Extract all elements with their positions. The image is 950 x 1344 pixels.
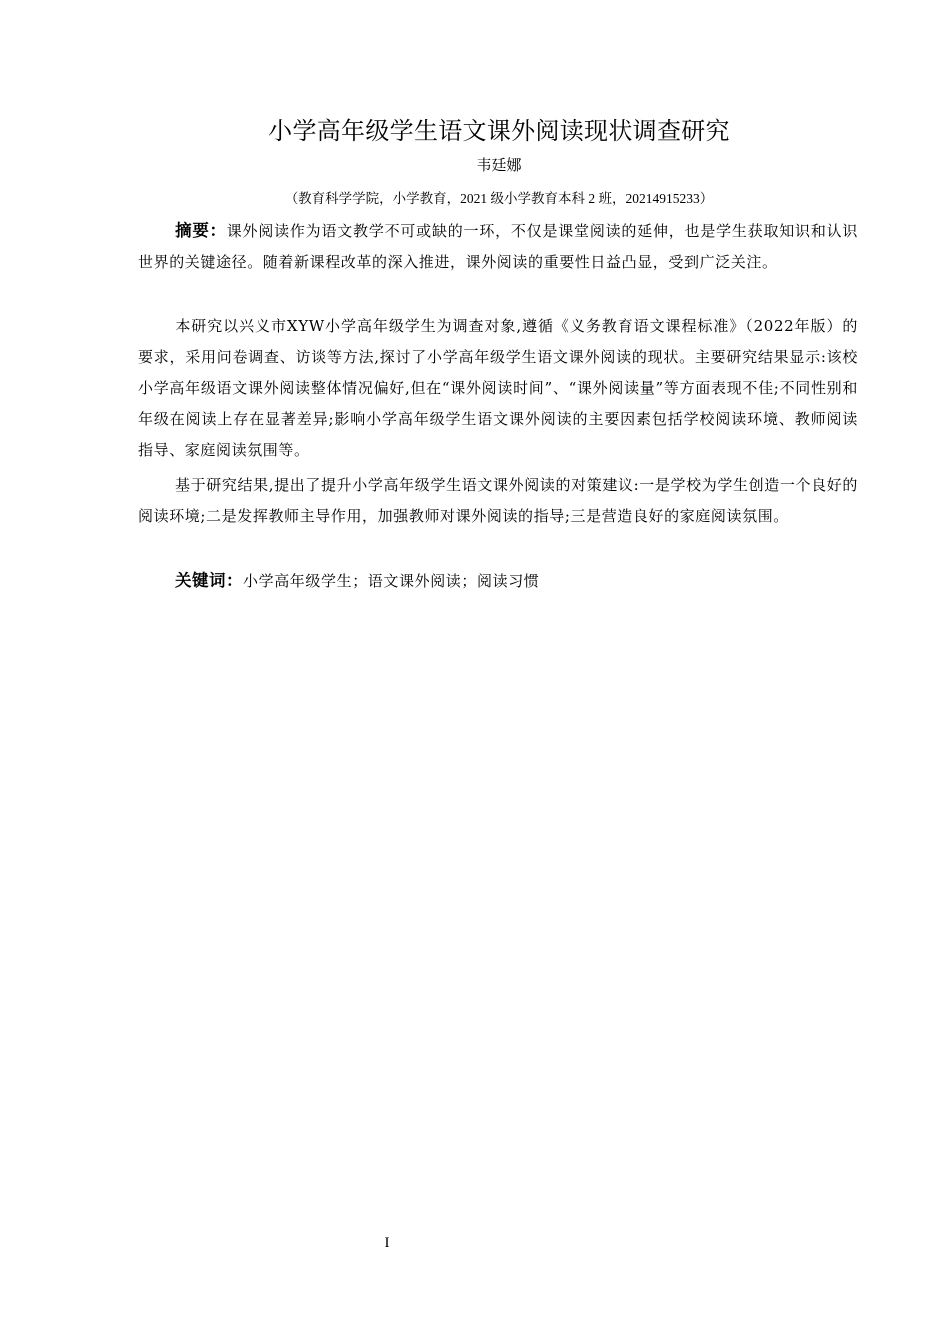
keywords-label: 关键词：: [175, 571, 243, 590]
abstract-text-1: 课外阅读作为语文教学不可或缺的一环，不仅是课堂阅读的延伸，也是学生获取知识和认识世界的关键途径。随着新课程改革的深入推进，课外阅读的重要性日益凸显，受到广泛关注。: [138, 222, 858, 271]
keywords-line: [138, 565, 858, 597]
keywords-text: 小学高年级学生；语文课外阅读；阅读习惯: [243, 572, 540, 590]
abstract-text-2: 本研究以兴义市XYW小学高年级学生为调查对象,遵循《义务教育语文课程标准》（2022年版）的要求，采用问卷调查、访谈等方法,探讨了小学高年级学生语文课外阅读的现状。主要研究结果显示:该校小学高年级语文课外阅读整体情况偏好,但在“课外阅读时间”、“课外阅读量”等方面表现不佳;不同性别和年级在阅读上存在显著差异;影响小学高年级学生语文课外阅读的主要因素包括学校阅读环境、教师阅读指导、家庭阅读氛围等。: [138, 317, 858, 459]
author-affiliation: （教育科学学院，小学教育，2021 级小学教育本科 2 班，20214915233）: [284, 191, 714, 206]
abstract-label: 摘要：: [175, 221, 227, 240]
abstract-text-3: 基于研究结果,提出了提升小学高年级学生语文课外阅读的对策建议:一是学校为学生创造一个良好的阅读环境;二是发挥教师主导作用，加强教师对课外阅读的指导;三是营造良好的家庭阅读氛围。: [138, 476, 858, 525]
paper-title: 小学高年级学生语文课外阅读现状调查研究: [268, 117, 730, 145]
abstract-paragraph-2: [138, 311, 858, 466]
author-name: 韦廷娜: [476, 156, 522, 174]
page-number: I: [384, 1235, 390, 1251]
abstract-paragraph-1: [138, 215, 858, 278]
abstract-paragraph-3: [138, 470, 858, 532]
